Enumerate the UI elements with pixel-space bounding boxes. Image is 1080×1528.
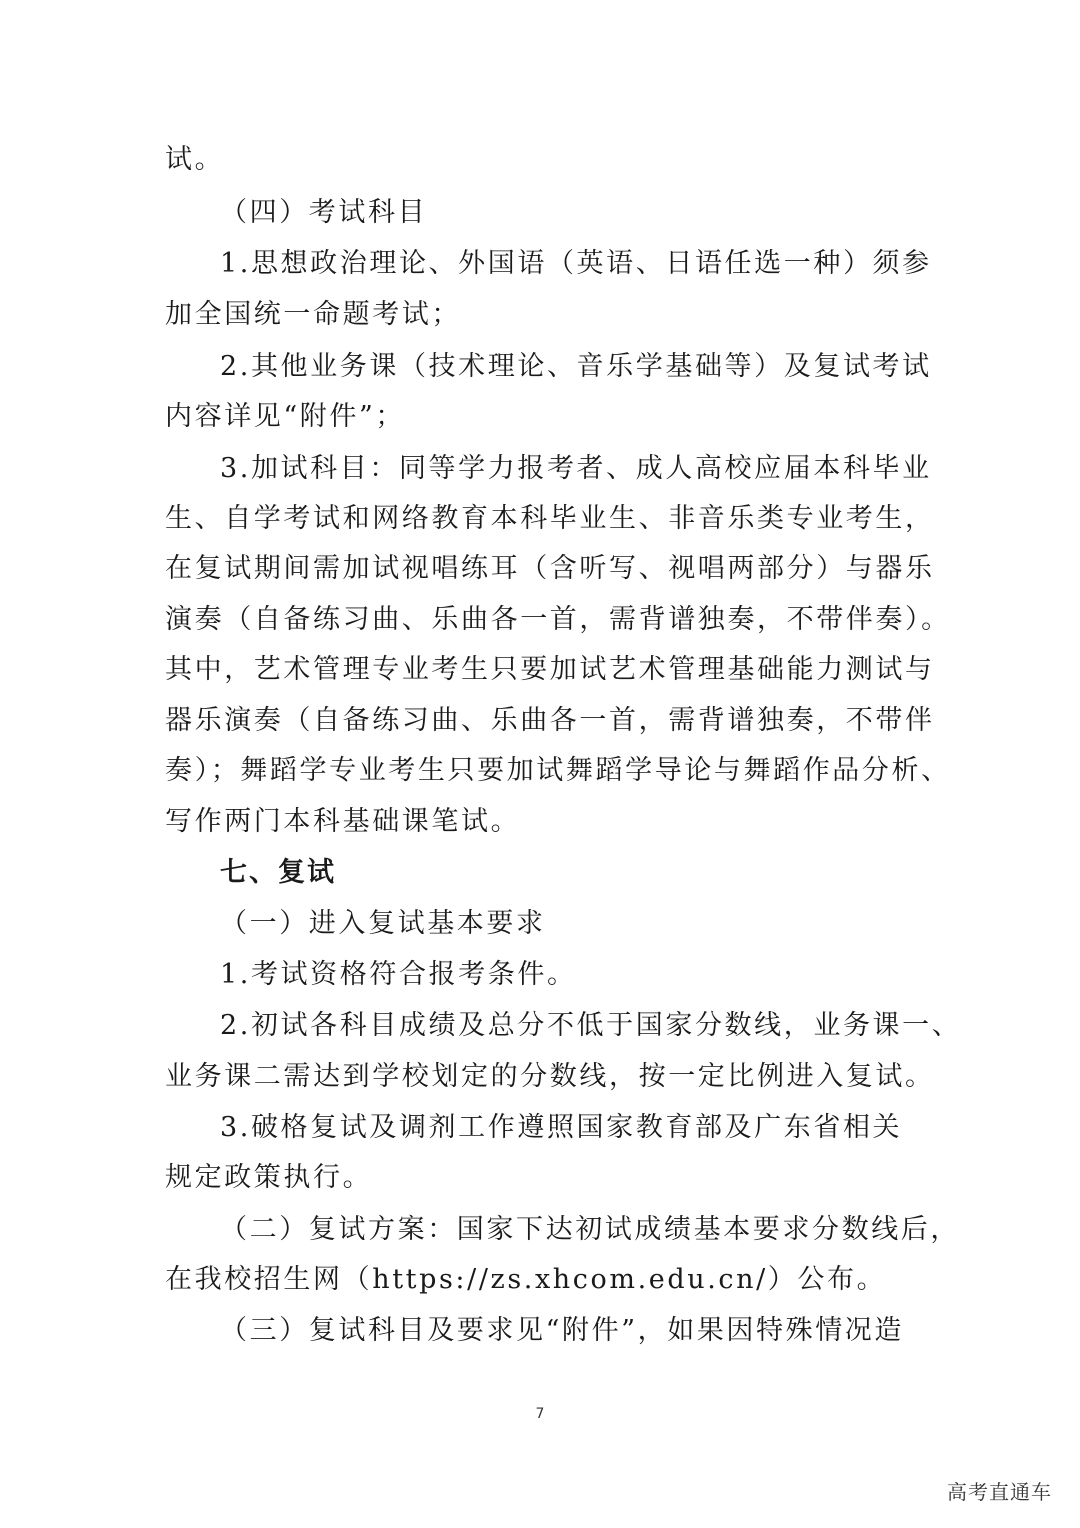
paragraph-line: 规定政策执行。 [165, 1162, 373, 1193]
section-subheading: （一）进入复试基本要求 [220, 908, 546, 939]
paragraph-line: 业务课二需达到学校划定的分数线，按一定比例进入复试。 [165, 1061, 935, 1092]
paragraph-line: 2.其他业务课（技术理论、音乐学基础等）及复试考试 [220, 351, 932, 382]
paragraph-line: 试。 [165, 144, 225, 175]
paragraph-line: 3.破格复试及调剂工作遵照国家教育部及广东省相关 [220, 1112, 903, 1143]
paragraph-line: 生、自学考试和网络教育本科毕业生、非音乐类专业考生， [165, 503, 935, 534]
paragraph-line: 其中，艺术管理专业考生只要加试艺术管理基础能力测试与 [165, 654, 935, 685]
paragraph-line: 写作两门本科基础课笔试。 [165, 806, 521, 837]
watermark-text: 高考直通车 [947, 1480, 1052, 1504]
paragraph-line: 加全国统一命题考试； [165, 299, 461, 330]
paragraph-line: 演奏（自备练习曲、乐曲各一首，需背谱独奏，不带伴奏）。 [165, 604, 951, 635]
paragraph-line: 在我校招生网（https://zs.xhcom.edu.cn/）公布。 [165, 1264, 887, 1295]
paragraph-line: （二）复试方案：国家下达初试成绩基本要求分数线后， [220, 1214, 960, 1245]
paragraph-line: 器乐演奏（自备练习曲、乐曲各一首，需背谱独奏，不带伴 [165, 705, 935, 736]
section-heading: 七、复试 [220, 857, 336, 888]
paragraph-line: 3.加试科目：同等学力报考者、成人高校应届本科毕业 [220, 453, 932, 484]
paragraph-line: （三）复试科目及要求见“附件”，如果因特殊情况造 [220, 1315, 905, 1346]
page-number: 7 [535, 1406, 545, 1422]
paragraph-line: 内容详见“附件”； [165, 401, 406, 432]
paragraph-line: 奏）；舞蹈学专业考生只要加试舞蹈学导论与舞蹈作品分析、 [165, 755, 951, 786]
section-subheading: （四）考试科目 [220, 197, 428, 228]
paragraph-line: 2.初试各科目成绩及总分不低于国家分数线，业务课一、 [220, 1010, 962, 1041]
paragraph-line: 在复试期间需加试视唱练耳（含听写、视唱两部分）与器乐 [165, 553, 935, 584]
paragraph-line: 1.思想政治理论、外国语（英语、日语任选一种）须参 [220, 248, 932, 279]
paragraph-line: 1.考试资格符合报考条件。 [220, 959, 577, 990]
